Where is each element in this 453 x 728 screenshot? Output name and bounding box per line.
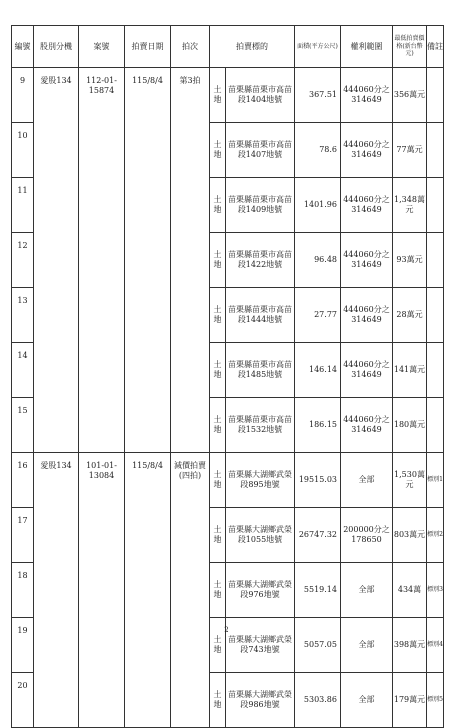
row-right: 444060分之314649 xyxy=(341,233,393,288)
row-price: 141萬元 xyxy=(393,343,427,398)
row-no: 13 xyxy=(12,288,34,343)
row-right: 全部 xyxy=(341,453,393,508)
table-row xyxy=(12,68,444,123)
row-type: 土地 xyxy=(210,673,226,728)
row-object: 苗栗縣苗栗市高苗段1444地號 xyxy=(226,288,295,343)
row-object: 苗栗縣苗栗市高苗段1409地號 xyxy=(226,178,295,233)
row-no: 12 xyxy=(12,233,34,288)
row-no: 18 xyxy=(12,563,34,618)
row-object: 苗栗縣大湖鄉武榮段976地號 xyxy=(226,563,295,618)
row-area: 5057.05 xyxy=(295,618,341,673)
row-area: 367.51 xyxy=(295,68,341,123)
row-price: 356萬元 xyxy=(393,68,427,123)
row-area: 27.77 xyxy=(295,288,341,343)
group-date: 115/8/4 xyxy=(125,68,171,453)
row-note xyxy=(427,398,444,453)
row-type: 土地 xyxy=(210,178,226,233)
row-type: 土地 xyxy=(210,508,226,563)
row-right: 200000分之178650 xyxy=(341,508,393,563)
row-type: 土地 xyxy=(210,123,226,178)
row-right: 444060分之314649 xyxy=(341,123,393,178)
row-price: 179萬元 xyxy=(393,673,427,728)
group-round: 減價拍賣(四拍) xyxy=(171,453,210,728)
row-object: 苗栗縣苗栗市高苗段1404地號 xyxy=(226,68,295,123)
row-note xyxy=(427,233,444,288)
header-price: 最低拍賣價格(新台幣元) xyxy=(393,26,427,68)
row-right: 444060分之314649 xyxy=(341,343,393,398)
row-area: 5303.86 xyxy=(295,673,341,728)
row-price: 1,348萬元 xyxy=(393,178,427,233)
row-type: 土地 xyxy=(210,288,226,343)
row-right: 全部 xyxy=(341,618,393,673)
group-unit: 愛股134 xyxy=(34,453,79,728)
row-price: 93萬元 xyxy=(393,233,427,288)
row-note xyxy=(427,68,444,123)
row-note xyxy=(427,288,444,343)
row-note xyxy=(427,123,444,178)
row-right: 444060分之314649 xyxy=(341,398,393,453)
row-right: 444060分之314649 xyxy=(341,178,393,233)
row-area: 146.14 xyxy=(295,343,341,398)
row-price: 803萬元 xyxy=(393,508,427,563)
row-note: 標別3 xyxy=(427,563,444,618)
row-price: 434萬 xyxy=(393,563,427,618)
group-unit: 愛股134 xyxy=(34,68,79,453)
row-object: 苗栗縣苗栗市高苗段1532地號 xyxy=(226,398,295,453)
row-price: 77萬元 xyxy=(393,123,427,178)
auction-table xyxy=(11,25,444,728)
row-price: 180萬元 xyxy=(393,398,427,453)
header-unit: 股別分機 xyxy=(34,26,79,68)
row-note xyxy=(427,343,444,398)
header-right: 權利範圍 xyxy=(341,26,393,68)
row-right: 444060分之314649 xyxy=(341,288,393,343)
row-type: 土地 xyxy=(210,68,226,123)
row-object: 苗栗縣大湖鄉武榮段986地號 xyxy=(226,673,295,728)
row-area: 78.6 xyxy=(295,123,341,178)
row-no: 11 xyxy=(12,178,34,233)
row-no: 17 xyxy=(12,508,34,563)
row-note: 標別1 xyxy=(427,453,444,508)
header-case: 案號 xyxy=(79,26,125,68)
header-object: 拍賣標的 xyxy=(210,26,295,68)
row-price: 398萬元 xyxy=(393,618,427,673)
row-note: 標別5 xyxy=(427,673,444,728)
row-area: 19515.03 xyxy=(295,453,341,508)
row-no: 14 xyxy=(12,343,34,398)
row-type: 土地 xyxy=(210,563,226,618)
header-round: 拍次 xyxy=(171,26,210,68)
row-area: 186.15 xyxy=(295,398,341,453)
table-row xyxy=(12,453,444,508)
row-object: 苗栗縣大湖鄉武榮段743地號 xyxy=(226,618,295,673)
row-right: 全部 xyxy=(341,563,393,618)
row-no: 20 xyxy=(12,673,34,728)
row-no: 16 xyxy=(12,453,34,508)
row-no: 19 xyxy=(12,618,34,673)
row-note: 標別4 xyxy=(427,618,444,673)
row-area: 96.48 xyxy=(295,233,341,288)
row-right: 444060分之314649 xyxy=(341,68,393,123)
header-date: 拍賣日期 xyxy=(125,26,171,68)
row-object: 苗栗縣大湖鄉武榮段895地號 xyxy=(226,453,295,508)
row-object: 苗栗縣苗栗市高苗段1485地號 xyxy=(226,343,295,398)
row-note xyxy=(427,178,444,233)
row-type: 土地 xyxy=(210,398,226,453)
page-number: 2 xyxy=(224,626,229,634)
group-round: 第3拍 xyxy=(171,68,210,453)
row-object: 苗栗縣苗栗市高苗段1407地號 xyxy=(226,123,295,178)
row-type: 土地 xyxy=(210,618,226,673)
row-type: 土地 xyxy=(210,343,226,398)
row-type: 土地 xyxy=(210,233,226,288)
row-area: 5519.14 xyxy=(295,563,341,618)
row-object: 苗栗縣苗栗市高苗段1422地號 xyxy=(226,233,295,288)
row-right: 全部 xyxy=(341,673,393,728)
row-note: 標別2 xyxy=(427,508,444,563)
row-area: 1401.96 xyxy=(295,178,341,233)
row-no: 9 xyxy=(12,68,34,123)
header-area: 面積(平方公尺) xyxy=(295,26,341,68)
header-note: 備註 xyxy=(427,26,444,68)
row-area: 26747.32 xyxy=(295,508,341,563)
row-price: 28萬元 xyxy=(393,288,427,343)
row-type: 土地 xyxy=(210,453,226,508)
group-case: 101-01-13084 xyxy=(79,453,125,728)
row-no: 15 xyxy=(12,398,34,453)
group-case: 112-01-15874 xyxy=(79,68,125,453)
row-object: 苗栗縣大湖鄉武榮段1055地號 xyxy=(226,508,295,563)
header-no: 編號 xyxy=(12,26,34,68)
row-price: 1,530萬元 xyxy=(393,453,427,508)
group-date: 115/8/4 xyxy=(125,453,171,728)
row-no: 10 xyxy=(12,123,34,178)
